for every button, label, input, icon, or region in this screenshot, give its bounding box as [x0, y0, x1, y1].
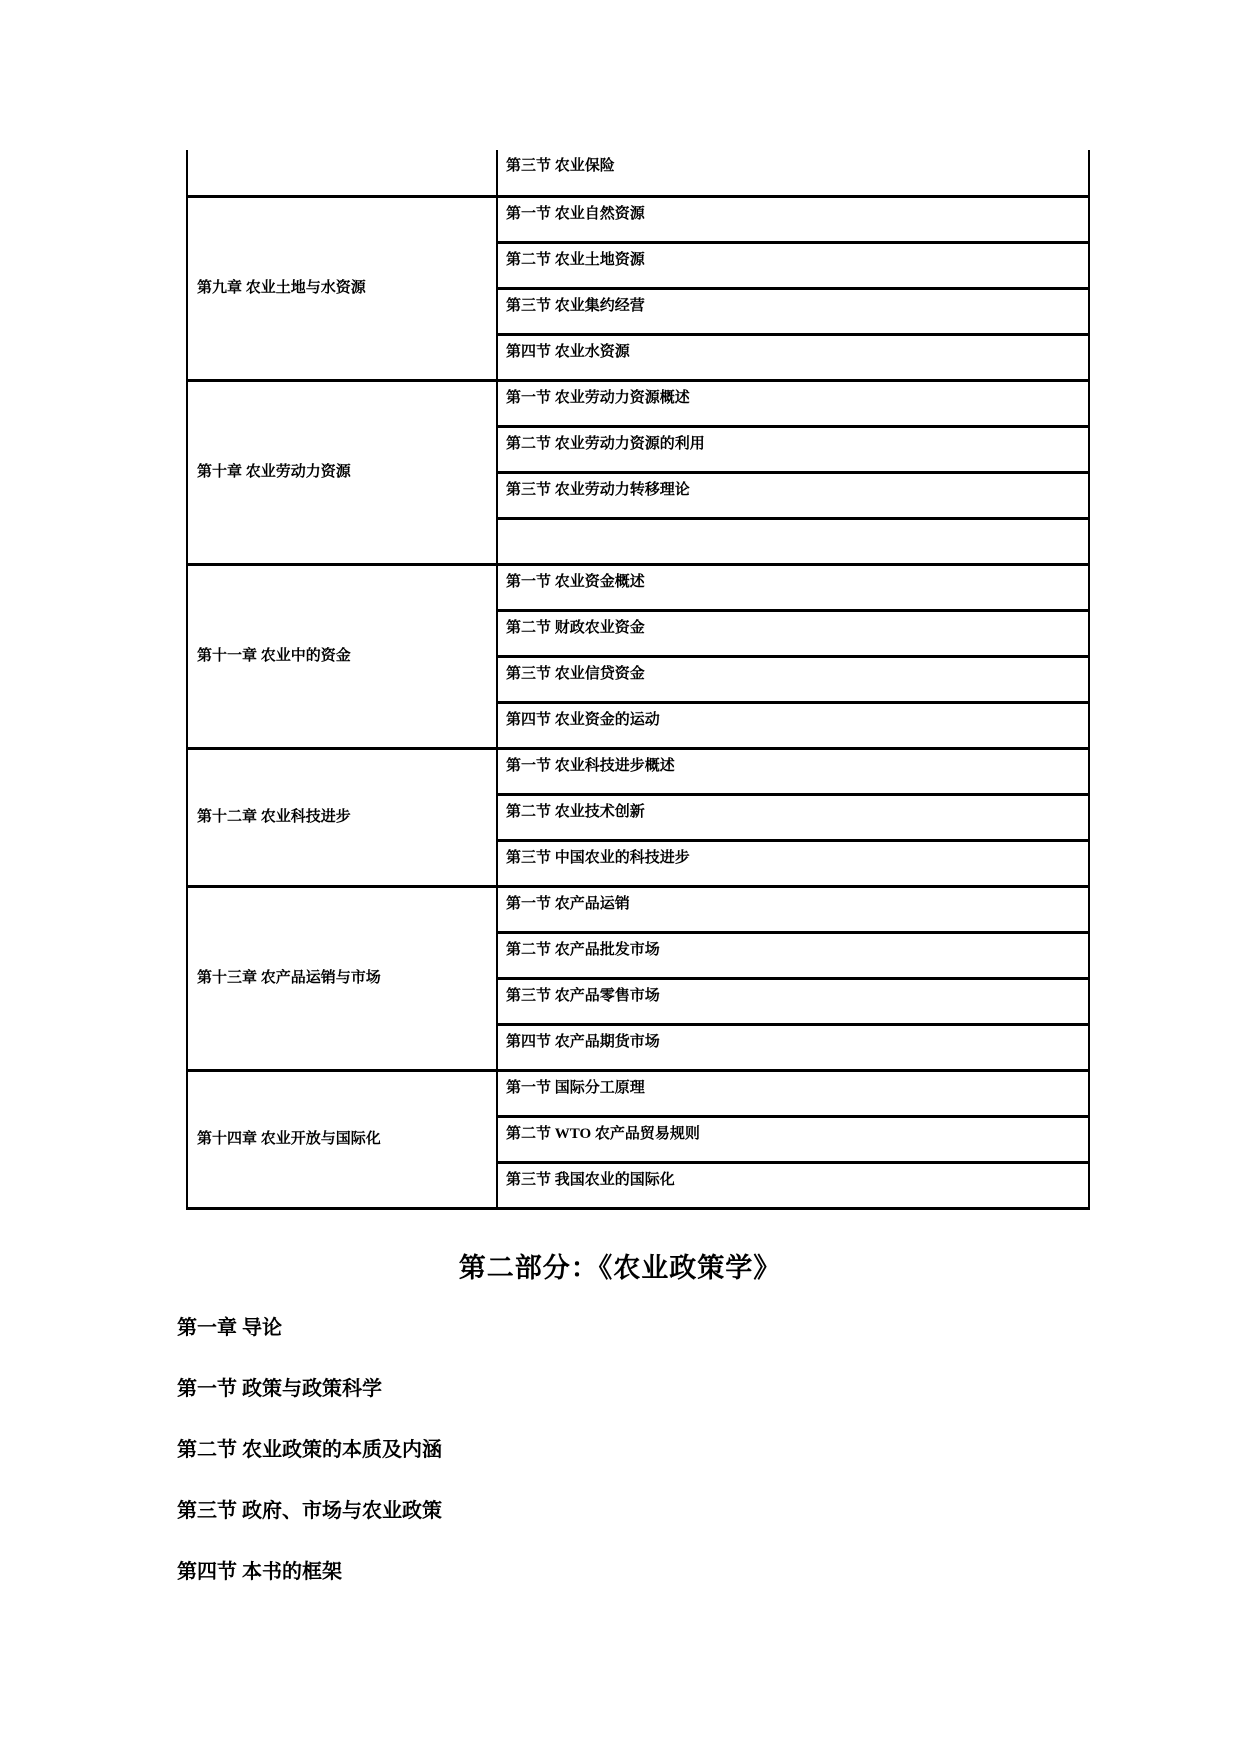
- table-row: [187, 380, 1089, 426]
- chapter-cell: 第十三章 农产品运销与市场: [187, 886, 497, 1070]
- table-row: [187, 564, 1089, 610]
- chapter-cell: 第九章 农业土地与水资源: [187, 196, 497, 380]
- section-cell: 第二节 农业土地资源: [497, 242, 1089, 288]
- section-cell-empty: [497, 518, 1089, 564]
- chapter-cell: 第十一章 农业中的资金: [187, 564, 497, 748]
- section-cell: 第一节 农业资金概述: [497, 564, 1089, 610]
- chapter-cell: 第十二章 农业科技进步: [187, 748, 497, 886]
- section-cell: 第三节 中国农业的科技进步: [497, 840, 1089, 886]
- chapter-cell: 第十章 农业劳动力资源: [187, 380, 497, 564]
- chapter-cell: 第十四章 农业开放与国际化: [187, 1070, 497, 1208]
- section-cell: 第三节 农业集约经营: [497, 288, 1089, 334]
- table-row: [187, 150, 1089, 196]
- section-cell: 第一节 农业科技进步概述: [497, 748, 1089, 794]
- section-cell: 第三节 农业信贷资金: [497, 656, 1089, 702]
- table-row: [187, 1070, 1089, 1116]
- section-cell: 第二节 财政农业资金: [497, 610, 1089, 656]
- section-cell: 第三节 农业保险: [497, 150, 1089, 196]
- section-cell: 第一节 国际分工原理: [497, 1070, 1089, 1116]
- section-cell: 第三节 农业劳动力转移理论: [497, 472, 1089, 518]
- section-cell: 第四节 农业资金的运动: [497, 702, 1089, 748]
- toc-item-section4: 第四节 本书的框架: [177, 1561, 342, 1583]
- section-cell: 第三节 农产品零售市场: [497, 978, 1089, 1024]
- table-row: [187, 196, 1089, 242]
- section-cell: 第三节 我国农业的国际化: [497, 1162, 1089, 1208]
- toc-item-chapter1: 第一章 导论: [177, 1317, 282, 1339]
- section-cell: 第二节 WTO 农产品贸易规则: [497, 1116, 1089, 1162]
- table-row: [187, 748, 1089, 794]
- section-cell: 第四节 农业水资源: [497, 334, 1089, 380]
- part2-heading: 第二部分：《农业政策学》: [458, 1253, 782, 1283]
- section-cell: 第一节 农业劳动力资源概述: [497, 380, 1089, 426]
- toc-item-section3: 第三节 政府、市场与农业政策: [177, 1500, 442, 1522]
- toc-item-section1: 第一节 政策与政策科学: [177, 1378, 382, 1400]
- table-row: [187, 886, 1089, 932]
- section-cell: 第一节 农产品运销: [497, 886, 1089, 932]
- part2-toc: [177, 1318, 442, 1623]
- course-outline-table: [186, 150, 1090, 1210]
- section-cell: 第二节 农业技术创新: [497, 794, 1089, 840]
- toc-item-section2: 第二节 农业政策的本质及内涵: [177, 1439, 442, 1461]
- section-cell: 第四节 农产品期货市场: [497, 1024, 1089, 1070]
- section-cell: 第二节 农产品批发市场: [497, 932, 1089, 978]
- section-cell: 第二节 农业劳动力资源的利用: [497, 426, 1089, 472]
- section-cell: 第一节 农业自然资源: [497, 196, 1089, 242]
- chapter-cell-continued: [187, 150, 497, 196]
